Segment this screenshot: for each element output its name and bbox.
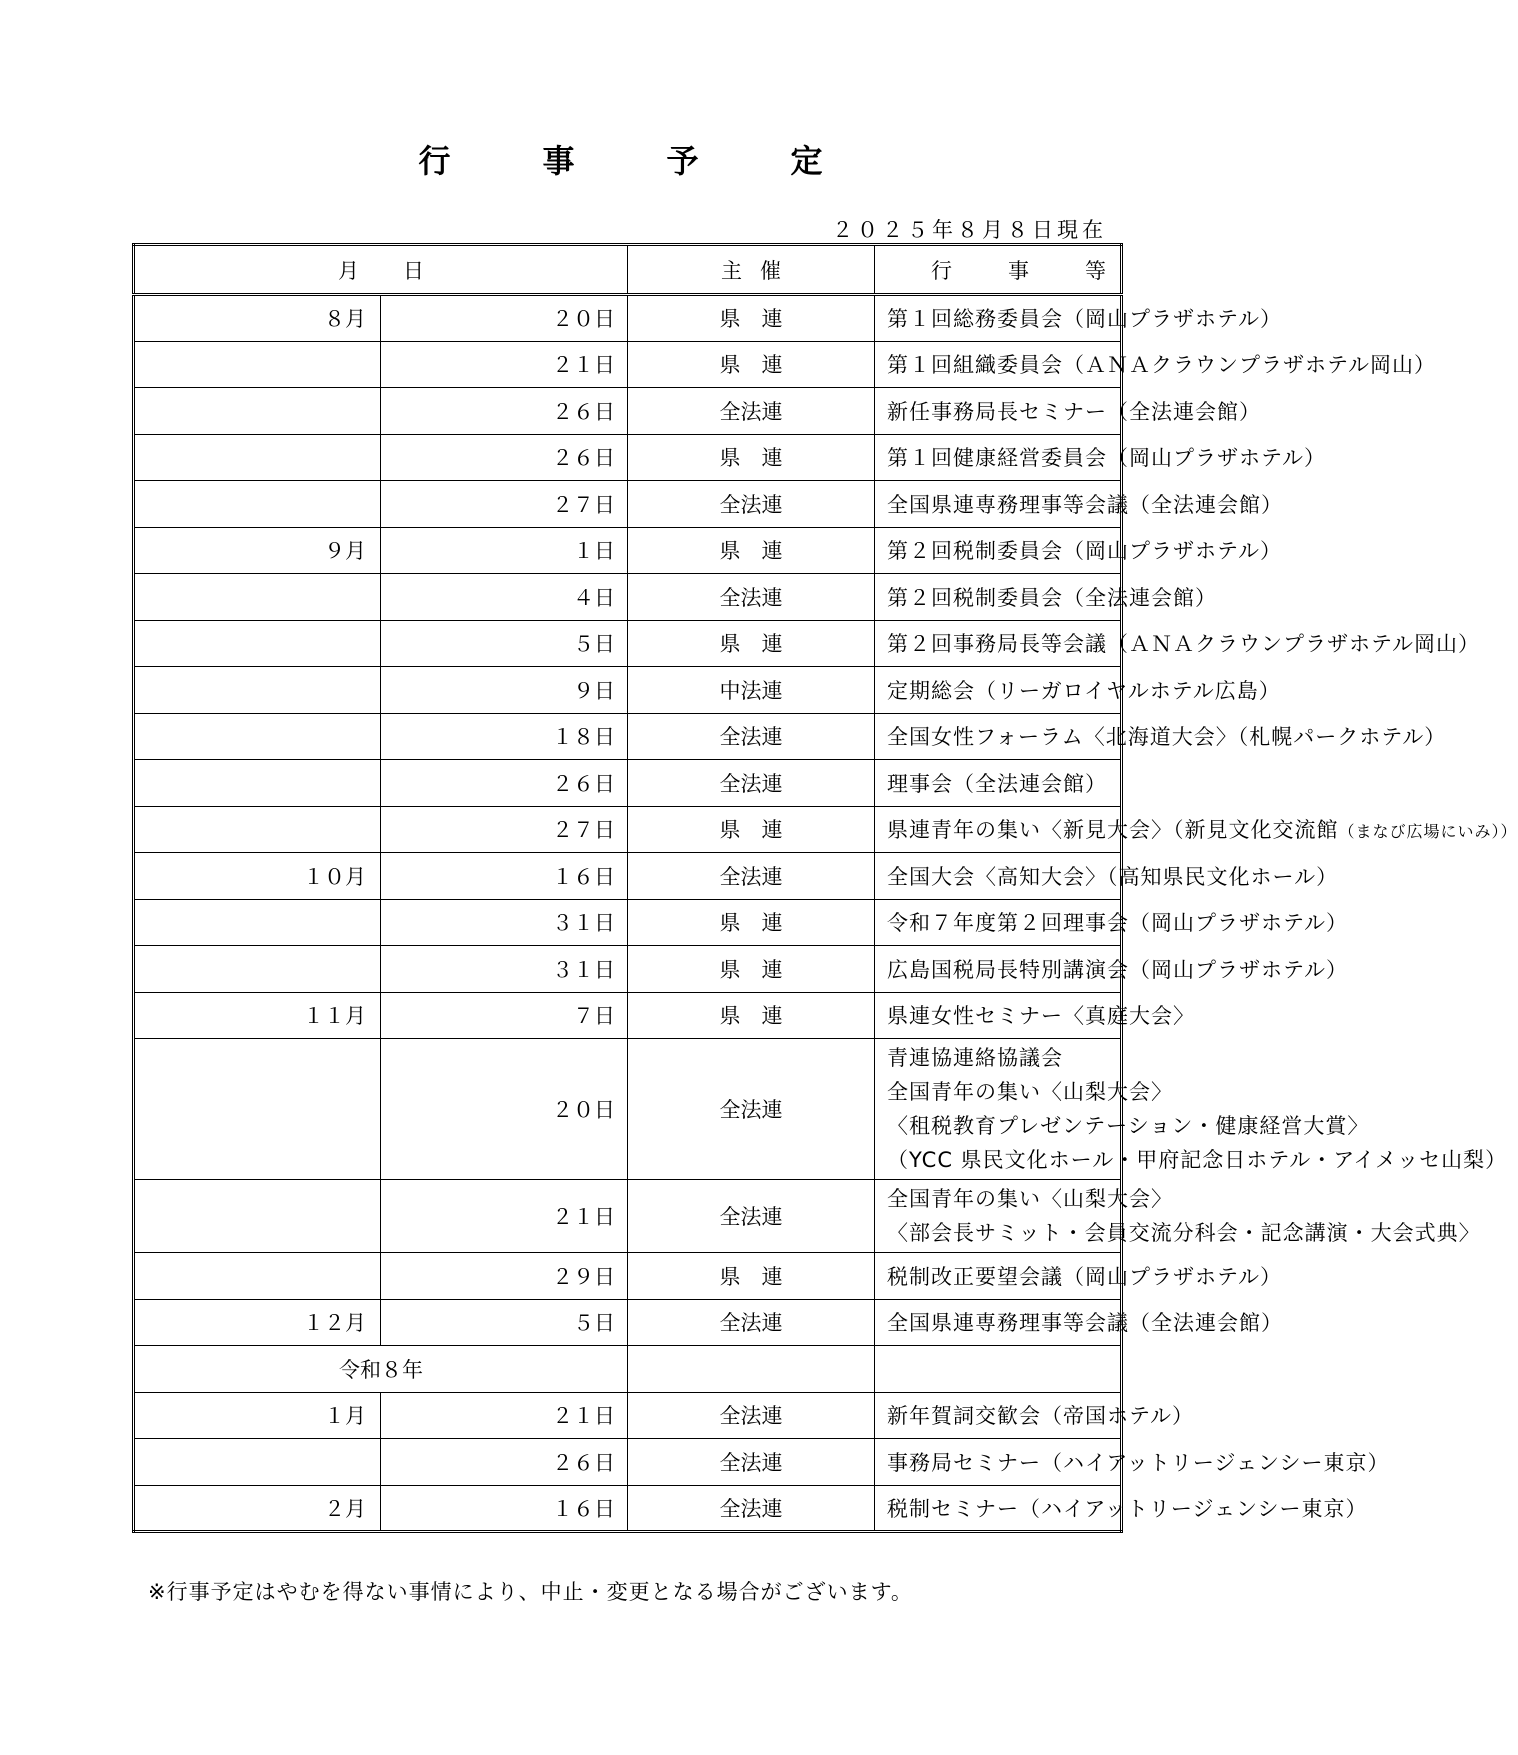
day-cell: １日 [381,527,628,574]
event-line-wrap [887,814,1518,844]
host-cell: 全法連 [628,388,875,435]
event-line: 〈租税教育プレゼンテーション・健康経営大賞〉 [887,1114,1370,1138]
month-cell [134,481,381,528]
table-row [134,1039,1122,1180]
event-cell [875,1039,1508,1180]
event-cell [875,806,1518,853]
day-cell: １８日 [381,713,628,760]
month-cell: ２月 [134,1485,381,1532]
month-cell [134,341,381,388]
host-cell: 県 連 [628,806,875,853]
event-line: 第１回組織委員会（ＡＮＡクラウンプラザホテル岡山） [887,353,1436,378]
host-cell: 県 連 [628,527,875,574]
page-title: 行 事 予 定 [418,142,853,180]
day-cell: ２１日 [381,1392,628,1439]
day-cell: ７日 [381,992,628,1039]
event-subnote: （まなび広場にいみ）） [1338,822,1518,842]
month-cell [134,1439,381,1486]
event-cell [875,946,1348,993]
day-cell: １６日 [381,1485,628,1532]
day-cell: ２１日 [381,341,628,388]
table-row [134,1299,1122,1346]
host-cell: 県 連 [628,341,875,388]
table-row [134,1485,1122,1532]
month-cell: １２月 [134,1299,381,1346]
day-cell: ２１日 [381,1180,628,1253]
day-cell: ２０日 [381,1039,628,1180]
event-cell [875,620,1480,667]
day-cell: ２６日 [381,388,628,435]
day-cell: ２７日 [381,806,628,853]
event-cell [875,574,1217,621]
table-row [134,341,1122,388]
day-cell: ２６日 [381,760,628,807]
empty-cell [875,1346,1122,1393]
month-cell [134,899,381,946]
event-line: 第１回総務委員会（岡山プラザホテル） [887,307,1282,332]
table-row [134,481,1122,528]
event-cell [875,899,1348,946]
event-cell [875,992,1195,1039]
host-cell: 全法連 [628,1439,875,1486]
host-cell: 全法連 [628,481,875,528]
event-line: 全国大会〈高知大会〉（高知県民文化ホール） [887,864,1339,889]
day-cell: ９日 [381,667,628,714]
event-cell [875,527,1282,574]
event-line: 〈部会長サミット・会員交流分科会・記念講演・大会式典〉 [887,1221,1481,1245]
event-line: 広島国税局長特別講演会（岡山プラザホテル） [887,957,1348,982]
host-cell: 全法連 [628,1485,875,1532]
month-cell [134,806,381,853]
table-row [134,853,1122,900]
event-line: 全国青年の集い〈山梨大会〉 [887,1080,1173,1104]
month-cell [134,574,381,621]
event-cell [875,1439,1390,1486]
event-line: 事務局セミナー（ハイアットリージェンシー東京） [887,1450,1390,1475]
host-cell: 全法連 [628,760,875,807]
day-cell: ２７日 [381,481,628,528]
host-cell: 全法連 [628,713,875,760]
host-cell: 全法連 [628,853,875,900]
event-line: 第２回事務局長等会議（ＡＮＡクラウンプラザホテル岡山） [887,632,1480,657]
month-cell [134,760,381,807]
event-cell [875,713,1447,760]
month-cell [134,667,381,714]
event-cell [875,1180,1481,1253]
month-cell [134,620,381,667]
event-line: 第２回税制委員会（岡山プラザホテル） [887,539,1282,564]
table-row [134,1180,1122,1253]
event-line: 第２回税制委員会（全法連会館） [887,585,1217,610]
event-cell [875,481,1283,528]
event-line: 新年賀詞交歓会（帝国ホテル） [887,1404,1194,1429]
month-cell: １０月 [134,853,381,900]
header-event: 行事等 [875,245,1122,295]
event-cell [875,853,1339,900]
schedule-rows [134,295,1518,1532]
event-cell [875,388,1261,435]
host-cell: 県 連 [628,946,875,993]
host-cell: 県 連 [628,1253,875,1300]
host-cell: 全法連 [628,1039,875,1180]
era-label: 令和８年 [134,1346,628,1393]
event-line: 全国県連専務理事等会議（全法連会館） [887,492,1283,517]
table-row [134,899,1122,946]
day-cell: ２６日 [381,434,628,481]
header-host: 主催 [628,245,875,295]
host-cell: 県 連 [628,295,875,342]
host-cell: 全法連 [628,1299,875,1346]
table-row [134,667,1122,714]
day-cell: ２６日 [381,1439,628,1486]
event-cell [875,341,1436,388]
header-date [134,245,628,295]
month-cell [134,388,381,435]
event-cell [875,760,1122,807]
event-cell [875,1485,1368,1532]
month-cell [134,1180,381,1253]
host-cell: 全法連 [628,574,875,621]
event-line: （YCC 県民文化ホール・甲府記念日ホテル・アイメッセ山梨） [887,1148,1508,1172]
month-cell [134,946,381,993]
header-month: 月 [338,258,359,283]
table-row [134,434,1122,481]
event-line: 第１回健康経営委員会（岡山プラザホテル） [887,446,1326,471]
event-line: 全国県連専務理事等会議（全法連会館） [887,1311,1283,1336]
day-cell: ３１日 [381,946,628,993]
table-row [134,527,1122,574]
event-line: 全国女性フォーラム〈北海道大会〉（札幌パークホテル） [887,725,1447,750]
event-line: 税制セミナー（ハイアットリージェンシー東京） [887,1496,1368,1521]
table-row [134,806,1122,853]
day-cell: ２９日 [381,1253,628,1300]
month-cell [134,1039,381,1180]
event-cell [875,1392,1194,1439]
event-line: 県連女性セミナー〈真庭大会〉 [887,1004,1195,1029]
month-cell [134,1253,381,1300]
table-row [134,620,1122,667]
day-cell: ２０日 [381,295,628,342]
event-cell [875,1299,1283,1346]
header-day: 日 [403,258,424,283]
month-cell [134,434,381,481]
event-line: 全国青年の集い〈山梨大会〉 [887,1187,1173,1211]
event-line: 新任事務局長セミナー（全法連会館） [887,399,1261,424]
month-cell [134,713,381,760]
table-row [134,1439,1122,1486]
table-row [134,760,1122,807]
table-row [134,574,1122,621]
event-cell [875,295,1282,342]
host-cell: 県 連 [628,434,875,481]
schedule-table [132,243,1518,1533]
table-row [134,713,1122,760]
footnote: ※行事予定はやむを得ない事情により、中止・変更となる場合がございます。 [148,1580,913,1604]
day-cell: ５日 [381,1299,628,1346]
table-row [134,1346,1122,1393]
host-cell: 全法連 [628,1392,875,1439]
day-cell: ５日 [381,620,628,667]
event-line: 令和７年度第２回理事会（岡山プラザホテル） [887,911,1348,936]
table-row [134,295,1122,342]
host-cell: 中法連 [628,667,875,714]
event-line: 定期総会（リーガロイヤルホテル広島） [887,678,1281,703]
event-cell [875,667,1281,714]
table-row [134,1253,1122,1300]
event-line: 県連青年の集い〈新見大会〉（新見文化交流館 [887,818,1339,843]
month-cell: ８月 [134,295,381,342]
month-cell: １月 [134,1392,381,1439]
event-line: 理事会（全法連会館） [887,771,1107,796]
month-cell: １１月 [134,992,381,1039]
empty-cell [628,1346,875,1393]
event-line: 青連協連絡協議会 [887,1046,1063,1070]
host-cell: 県 連 [628,899,875,946]
as-of-date: ２０２５年８月８日現在 [832,218,1107,242]
event-cell [875,434,1326,481]
table-row [134,388,1122,435]
host-cell: 県 連 [628,620,875,667]
day-cell: ３１日 [381,899,628,946]
event-line: 税制改正要望会議（岡山プラザホテル） [887,1264,1282,1289]
event-cell [875,1253,1282,1300]
table-row [134,946,1122,993]
day-cell: ４日 [381,574,628,621]
host-cell: 県 連 [628,992,875,1039]
table-header-row [134,245,1122,295]
table-row [134,992,1122,1039]
host-cell: 全法連 [628,1180,875,1253]
table-row [134,1392,1122,1439]
month-cell: ９月 [134,527,381,574]
day-cell: １６日 [381,853,628,900]
